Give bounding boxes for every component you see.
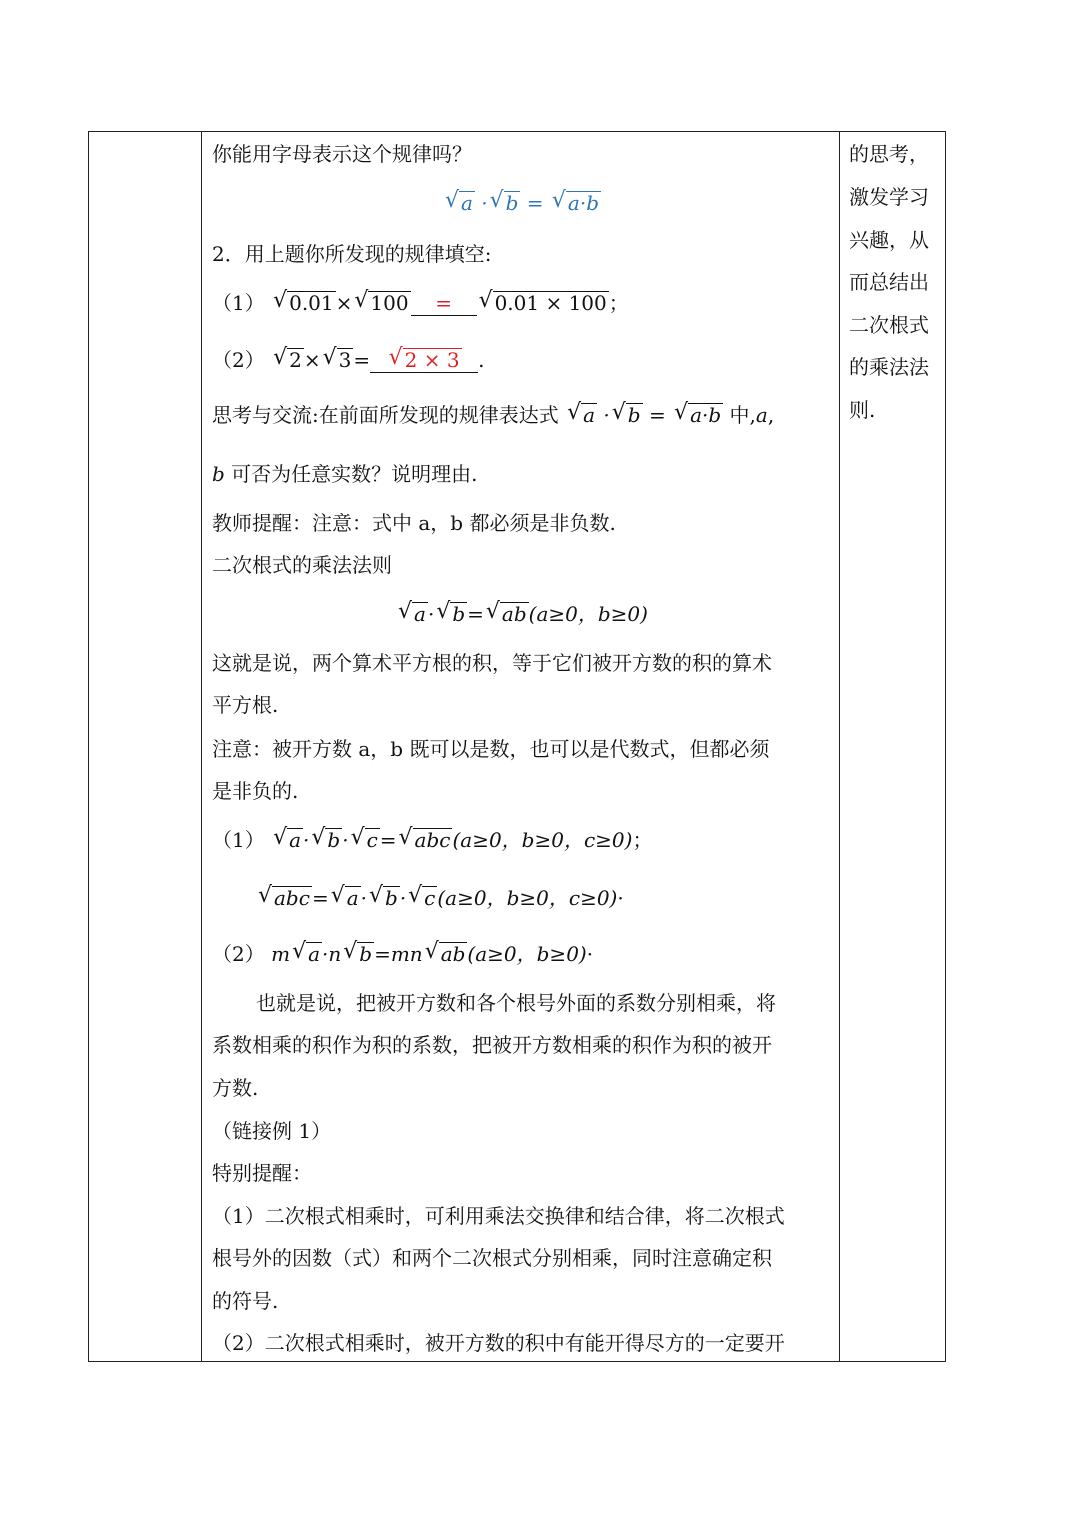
coefficient-line-1: 也就是说，把被开方数和各个根号外面的系数分别相乘，将	[256, 991, 776, 1015]
column-divider-1	[201, 132, 202, 1361]
side-line: 则.	[849, 398, 876, 422]
side-line: 的乘法法	[849, 355, 929, 379]
extension-1: （1） √ a ·√ b ·√ c =√ abc (a≥0，b≥0，c≥0)；	[212, 828, 832, 852]
fill-item-1: （1） √ 0.01 ×√ 100 =√ 0.01 × 100 ；	[212, 291, 832, 316]
side-line: 兴趣，从	[849, 228, 929, 252]
formula-letters: √ a ·√ b = √ a·b	[212, 191, 832, 215]
side-line: 的思考，	[849, 142, 929, 166]
note-line-1: 注意：被开方数 a，b 既可以是数，也可以是代数式，但都必须	[212, 737, 770, 761]
side-line: 而总结出	[849, 270, 929, 294]
meaning-line-2: 平方根.	[212, 693, 279, 717]
think-line-1: 思考与交流:在前面所发现的规律表达式 √ a ·√ b = √ a·b 中,a,	[212, 403, 832, 427]
think-line-2: b 可否为任意实数？说明理由.	[212, 462, 478, 486]
extension-2: （2） m√ a ·n√ b =mn√ ab (a≥0，b≥0)·	[212, 942, 832, 966]
special-1-line-3: 的符号.	[212, 1289, 279, 1313]
meaning-line-1: 这就是说，两个算术平方根的积，等于它们被开方数的积的算术	[212, 651, 772, 675]
link-example: （链接例 1）	[212, 1119, 332, 1143]
question-letters: 你能用字母表示这个规律吗？	[212, 142, 472, 166]
teacher-reminder: 教师提醒：注意：式中 a，b 都必须是非负数.	[212, 511, 616, 535]
column-divider-2	[839, 132, 840, 1361]
special-1-line-1: （1）二次根式相乘时，可利用乘法交换律和结合律，将二次根式	[212, 1204, 785, 1228]
side-line: 激发学习	[849, 185, 929, 209]
fill-item-2: （2） √ 2 ×√ 3 =√ 2 × 3 .	[212, 348, 832, 373]
special-1-line-2: 根号外的因数（式）和两个二次根式分别相乘，同时注意确定积	[212, 1246, 772, 1270]
rule-title: 二次根式的乘法法则	[212, 553, 392, 577]
extension-1b: √ abc =√ a ·√ b ·√ c (a≥0，b≥0，c≥0)·	[256, 886, 876, 910]
fill2-answer-blank: √ 2 × 3	[370, 348, 478, 373]
side-line: 二次根式	[849, 313, 929, 337]
note-line-2: 是非负的.	[212, 779, 299, 803]
fill1-answer: =	[411, 291, 477, 316]
special-reminder-title: 特别提醒：	[212, 1161, 312, 1185]
question-2: 2．用上题你所发现的规律填空:	[212, 242, 492, 266]
special-2-line-1: （2）二次根式相乘时，被开方数的积中有能开得尽方的一定要开	[212, 1331, 785, 1355]
coefficient-line-3: 方数.	[212, 1076, 259, 1100]
coefficient-line-2: 系数相乘的积作为积的系数，把被开方数相乘的积作为积的被开	[212, 1033, 772, 1057]
rule-formula: √ a ·√ b =√ ab (a≥0，b≥0)	[212, 602, 832, 626]
